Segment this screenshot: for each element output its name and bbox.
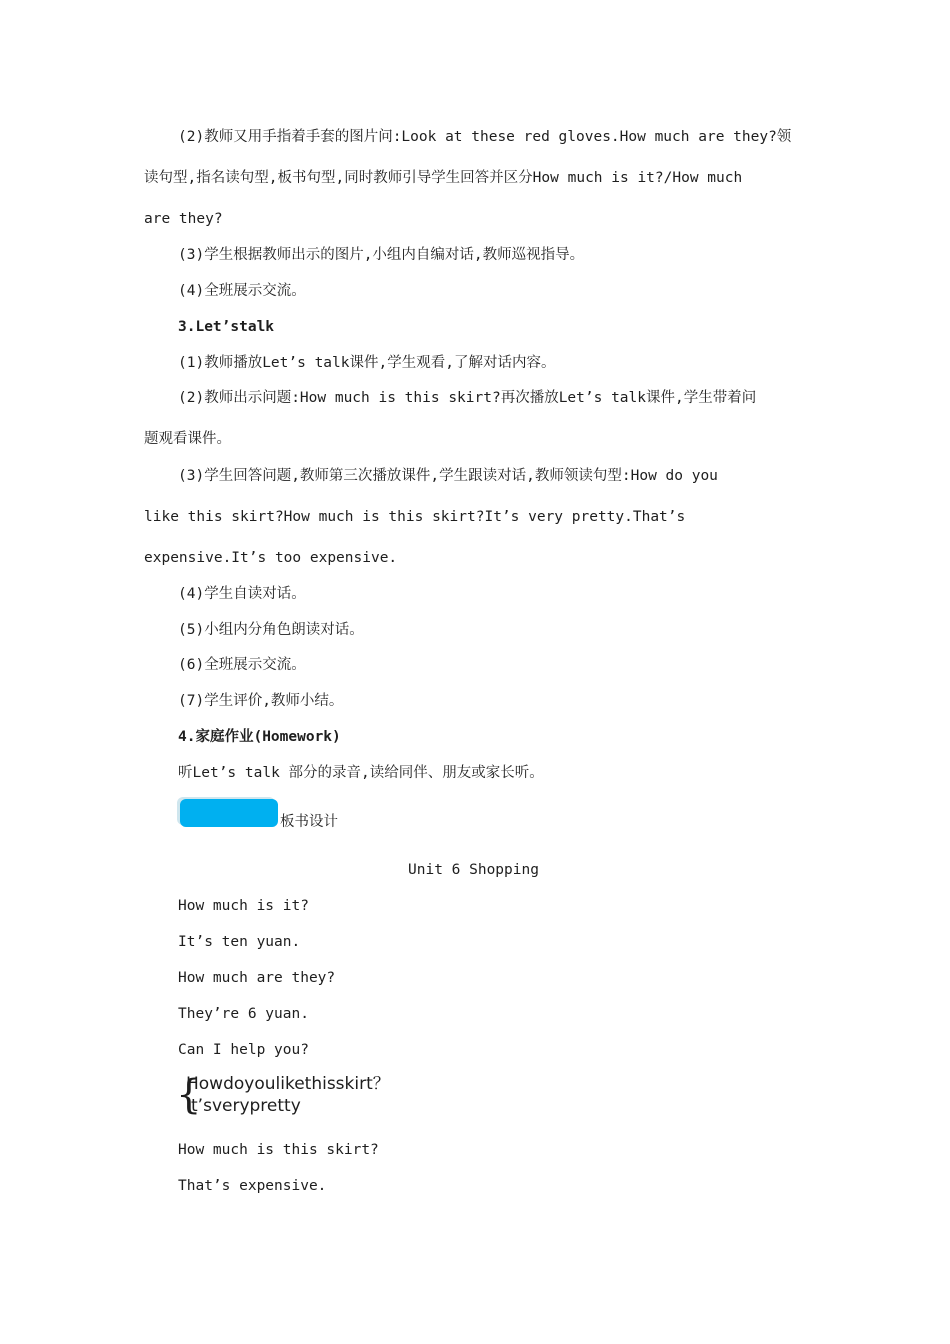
paragraph-line: (3)学生根据教师出示的图片,小组内自编对话,教师巡视指导。 bbox=[178, 247, 585, 263]
board-line: It’s ten yuan. bbox=[178, 934, 301, 950]
board-title: Unit 6 Shopping bbox=[408, 862, 539, 878]
paragraph-line: (2)教师出示问题:How much is this skirt?再次播放Let’s talk课件,学生带着问 bbox=[178, 390, 757, 406]
brace-icon: { bbox=[176, 1072, 202, 1118]
section-label: 板书设计 bbox=[280, 814, 338, 830]
section-tag-badge bbox=[180, 799, 278, 827]
brace-line: It’sverypretty bbox=[186, 1096, 301, 1116]
paragraph-line: 读句型,指名读句型,板书句型,同时教师引导学生回答并区分How much is it?/How much bbox=[144, 170, 743, 186]
board-line: How much are they? bbox=[178, 970, 336, 986]
paragraph-line: are they? bbox=[144, 211, 223, 227]
paragraph-line: (7)学生评价,教师小结。 bbox=[178, 693, 344, 709]
paragraph-line: (3)学生回答问题,教师第三次播放课件,学生跟读对话,教师领读句型:How do you bbox=[178, 468, 718, 484]
paragraph-line: like this skirt?How much is this skirt?It’s very pretty.That’s bbox=[144, 509, 686, 525]
board-line: How much is this skirt? bbox=[178, 1142, 379, 1158]
paragraph-line: (4)全班展示交流。 bbox=[178, 283, 306, 299]
board-line: They’re 6 yuan. bbox=[178, 1006, 309, 1022]
paragraph-line: (1)教师播放Let’s talk课件,学生观看,了解对话内容。 bbox=[178, 355, 556, 371]
section-heading: 3.Let’stalk bbox=[178, 319, 275, 335]
section-heading: 4.家庭作业(Homework) bbox=[178, 729, 341, 745]
board-line: How much is it? bbox=[178, 898, 309, 914]
paragraph-line: 听Let’s talk 部分的录音,读给同伴、朋友或家长听。 bbox=[178, 765, 544, 781]
paragraph-line: (6)全班展示交流。 bbox=[178, 657, 306, 673]
brace-line: Howdoyoulikethisskirt？ bbox=[186, 1074, 390, 1094]
paragraph-line: (5)小组内分角色朗读对话。 bbox=[178, 622, 364, 638]
paragraph-line: expensive.It’s too expensive. bbox=[144, 550, 398, 566]
paragraph-line: (4)学生自读对话。 bbox=[178, 586, 306, 602]
paragraph-line: 题观看课件。 bbox=[144, 431, 231, 447]
board-line: Can I help you? bbox=[178, 1042, 309, 1058]
paragraph-line: (2)教师又用手指着手套的图片问:Look at these red gloves.How much are they?领 bbox=[178, 129, 792, 145]
board-line: That’s expensive. bbox=[178, 1178, 327, 1194]
